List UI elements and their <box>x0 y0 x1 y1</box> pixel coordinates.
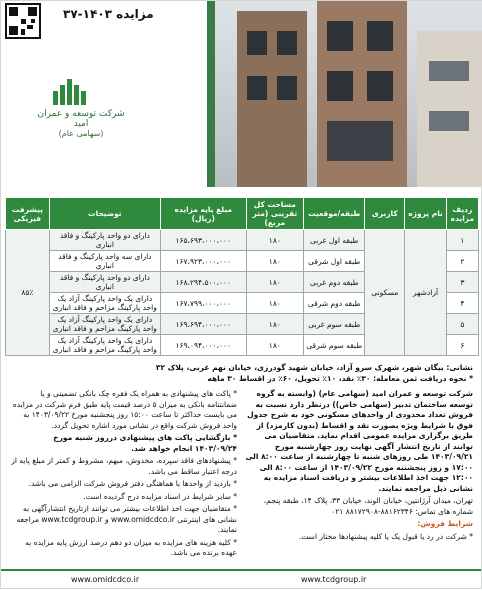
col-header-num: ردیف مزایده <box>446 198 478 230</box>
company-type: (سهامی عام) <box>58 129 104 138</box>
row-price: ۱۶۸،۲۹۴،۵۰۰،۰۰۰ <box>160 272 246 293</box>
terms-section <box>9 389 473 557</box>
condition-item: * متقاضیان جهت اخذ اطلاعات بیشتر می توانند ازتاریخ انتشارآگهی به نشانی های اینترنتی www.omidcdco.ir و www.tcdgroup.ir مراجعه نمایند. <box>16 504 237 534</box>
row-num: ۵ <box>446 314 478 335</box>
qr-code-icon <box>5 3 41 39</box>
condition-item: * پاکت های پیشنهادی به همراه یک فقره چک بانکی تضمینی و یا ضمانتنامه بانکی به میزان ۵ درصد قیمت پایه طبق فرم شرکت در مزایده می بایست حداکثر تا ساعت ۱۵:۰۰ روز پنجشنبه مورخ ۱۴۰۳/۰۹/۲۲ به واحد فروش شرکت واقع در نشانی مورد اشاره تحویل گردد. <box>12 389 237 430</box>
company-logo-icon <box>53 75 87 105</box>
row-desc: دارای دو واحد پارکینگ و فاقد انباری <box>49 230 160 251</box>
auction-table <box>5 197 479 356</box>
table-row <box>6 230 479 251</box>
row-num: ۱ <box>446 230 478 251</box>
row-price: ۱۶۷،۷۹۹،۰۰۰،۰۰۰ <box>160 293 246 314</box>
condition-item: * شرکت در رد یا قبول یک یا کلیه پیشنهادها مختار است. <box>298 531 473 541</box>
row-floor: طبقه سوم غربی <box>304 314 365 335</box>
row-area: ۱۸۰ <box>246 335 304 356</box>
col-header-area: مساحت کل تقریبی (متر مربع) <box>246 198 304 230</box>
row-price: ۱۶۵،۶۹۳،۰۰۰،۰۰۰ <box>160 230 246 251</box>
row-floor: طبقه دوم غربی <box>304 272 365 293</box>
intro-paragraph: شرکت توسعه و عمران امید (سهامی عام) (وابسته به گروه توسعه ساختمان تدبیر (سهامی خاص)) درنظر دارد نسبت به فروش تعداد محدودی از واحدهای مسکونی خود به شرح جدول فوق با شرایط ویژه بصورت نقد و اقساط (بدون کارمزد) از طریق برگزاری مزایده عمومی اقدام نماید. متقاضیان می توانند از تاریخ انتشار آگهی نهایت روز چهارشنبه مورخ ۱۴۰۳/۰۹/۲۱ طی روزهای شنبه تا چهارشنبه از ساعت ۸:۰۰ الی ۱۷:۰۰ و روز پنجشنبه مورخ ۱۴۰۳/۰۹/۲۲ از ساعت ۸:۰۰ الی ۱۲:۰۰ جهت اخذ اطلاعات بیشتر و دریافت اسناد مزایده به نشانی ذیل مراجعه نمایند. <box>245 389 473 493</box>
progress-value: ۸۵٪ <box>6 230 50 356</box>
row-num: ۶ <box>446 335 478 356</box>
footer-link-omid[interactable]: www.omidcdco.ir <box>71 575 140 584</box>
row-floor: طبقه دوم شرقی <box>304 293 365 314</box>
row-desc: دارای یک واحد پارکینگ آزاد یک واحد پارکینگ مزاحم و فاقد انباری <box>49 293 160 314</box>
col-header-desc: توضیحات <box>49 198 160 230</box>
payment-terms: * نحوه دریافت ثمن معامله: ۳۰٪ نقد، ۱۰٪ تحویل، ۶۰٪ در اقساط ۳۰ ماهه <box>207 373 473 383</box>
row-area: ۱۸۰ <box>246 293 304 314</box>
col-header-project: نام پروژه <box>405 198 446 230</box>
usage: مسکونی <box>365 230 405 356</box>
condition-item: * بازدید از واحدها با هماهنگی دفتر فروش شرکت الزامی می باشد. <box>28 479 237 488</box>
row-desc: دارای سه واحد پارکینگ و فاقد انباری <box>49 251 160 272</box>
contact-address: تهران، میدان آرژانتین، خیابان الوند، خیابان ۳۳، پلاک ۱۴، طبقه پنجم، شماره های تماس: ۸۸۱۶۲۳۴۶-۸۸۱۷۲۹۰۸ ۰۲۱ <box>263 496 473 516</box>
sale-conditions-heading: شرایط فروش: <box>417 519 473 528</box>
col-header-floor: طبقه/موقعیت <box>304 198 365 230</box>
row-num: ۳ <box>446 272 478 293</box>
row-price: ۱۶۹،۰۹۴،۰۰۰،۰۰۰ <box>160 335 246 356</box>
row-desc: دارای دو واحد پارکینگ و فاقد انباری <box>49 272 160 293</box>
row-num: ۴ <box>446 293 478 314</box>
address-block <box>9 363 473 384</box>
terms-right-column <box>245 389 473 544</box>
condition-item: * کلیه هزینه های مزایده به میزان دو دهم درصد ارزش پایه مزایده به عهده برنده می باشد. <box>25 537 237 557</box>
company-name-block <box>31 109 131 138</box>
building-photo <box>207 1 482 187</box>
row-desc: دارای یک واحد پارکینگ آزاد یک واحد پارکینگ مزاحم و فاقد انباری <box>49 314 160 335</box>
row-area: ۱۸۰ <box>246 251 304 272</box>
row-area: ۱۸۰ <box>246 230 304 251</box>
row-desc: دارای یک واحد پارکینگ آزاد یک واحد پارکینگ مزاحم و فاقد انباری <box>49 335 160 356</box>
col-header-price: مبلغ پایه مزایده (ریال) <box>160 198 246 230</box>
footer <box>1 569 481 591</box>
condition-item: * بازگشایی پاکت های پیشنهادی درروز شنبه مورخ ۱۴۰۳/۰۹/۲۴ انجام خواهد شد. <box>53 433 237 453</box>
row-price: ۱۶۹،۶۹۴،۰۰۰،۰۰۰ <box>160 314 246 335</box>
terms-left-column <box>9 389 237 561</box>
row-floor: طبقه سوم شرقی <box>304 335 365 356</box>
row-price: ۱۶۷،۹۲۳،۰۰۰،۰۰۰ <box>160 251 246 272</box>
footer-link-tcd[interactable]: www.tcdgroup.ir <box>301 575 367 584</box>
condition-item: * پیشنهادهای فاقد سپرده، مخدوش، مبهم، مشروط و کمتر از مبلغ پایه از درجه اعتبار ساقط می باشد. <box>11 456 237 476</box>
row-num: ۲ <box>446 251 478 272</box>
row-floor: طبقه اول شرقی <box>304 251 365 272</box>
table-header-row <box>6 198 479 230</box>
col-header-usage: کاربری <box>365 198 405 230</box>
company-name: شرکت توسعه و عمران امید <box>37 109 125 129</box>
project-name: آزادشهر <box>405 230 446 356</box>
auction-title: مزایده ۱۴۰۳-۳۷ <box>63 7 154 21</box>
row-area: ۱۸۰ <box>246 272 304 293</box>
row-area: ۱۸۰ <box>246 314 304 335</box>
condition-item: * سایر شرایط در اسناد مزایده درج گردیده است. <box>83 491 237 501</box>
col-header-progress: پیشرفت فیزیکی <box>6 198 50 230</box>
row-floor: طبقه اول غربی <box>304 230 365 251</box>
address-line: نشانی: بیگان شهر، شهرک سرو آزاد، خیابان شهید گودرزی، خیابان نهم غربی، پلاک ۳۲ <box>155 363 473 372</box>
header-accent-bar <box>207 1 215 187</box>
